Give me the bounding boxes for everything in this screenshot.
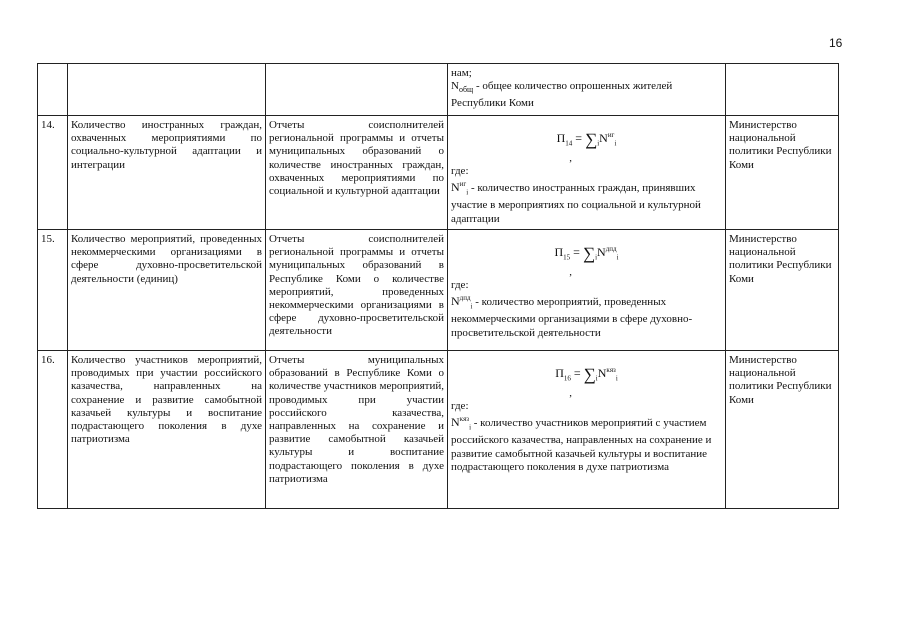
cell-source xyxy=(266,64,448,116)
table-row xyxy=(38,116,839,230)
cell-formula xyxy=(448,64,726,116)
formula-cell xyxy=(448,230,726,351)
formula-comma: , xyxy=(569,386,572,399)
cell-num xyxy=(38,64,68,116)
table-row-continuation xyxy=(38,64,839,116)
indicator-name: Количество иностранных граждан, охваченных мероприятиями по социально-культурной адаптации и интеграции xyxy=(68,116,266,230)
responsible-body: Министерство национальной политики Республики Коми xyxy=(726,351,839,509)
formula: $П_{16} = \sum_iN^{кяз}_i$ xyxy=(555,365,618,384)
row-number: 14. xyxy=(38,116,68,230)
continuation-definition: $N_{общ}$ - общее количество опрошенных жителей Республики Коми xyxy=(451,80,673,109)
data-source: Отчеты муниципальных образований в Республике Коми о количестве участников мероприятий, проводимых при участии российского казачества, направленных на сохранение и развитие самобытной казачьей культуры и воспитание подрастающего поколения в духе патриотизма xyxy=(266,351,448,509)
table-row xyxy=(38,351,839,509)
formula-cell xyxy=(448,116,726,230)
formula-comma: , xyxy=(569,151,572,164)
continuation-line: нам; xyxy=(451,67,472,79)
data-source: Отчеты соисполнителей региональной программы и отчеты муниципальных образований в Республике Коми о количестве мероприятий, проведенных некоммерческими организациями в сфере духовно-просветительской деятельности xyxy=(266,230,448,351)
formula-comma: , xyxy=(569,265,572,278)
page-number: 16 xyxy=(829,36,843,50)
responsible-body: Министерство национальной политики Республики Коми xyxy=(726,230,839,351)
responsible-body: Министерство национальной политики Республики Коми xyxy=(726,116,839,230)
formula: $П_{15} = \sum_iN^{дпд}_i$ xyxy=(554,244,619,263)
where-label: где: xyxy=(451,278,469,291)
indicator-name: Количество участников мероприятий, проводимых при участии российского казачества, направленных на сохранение и развитие самобытной казачьей культуры и воспитание подрастающего поколения в духе патриотизма xyxy=(68,351,266,509)
where-label: где: xyxy=(451,399,469,412)
formula: $П_{14} = \sum_iN^{иг}_i$ xyxy=(556,130,617,149)
indicator-name: Количество мероприятий, проведенных некоммерческими организациями в сфере духовно-просветительской деятельности (единиц) xyxy=(68,230,266,351)
formula-cell xyxy=(448,351,726,509)
variable-definition: $N^{иг}_i$ - количество иностранных граждан, принявших участие в мероприятиях по социальной и культурной адаптации xyxy=(451,179,701,225)
cell-responsible xyxy=(726,64,839,116)
cell-name xyxy=(68,64,266,116)
row-number: 15. xyxy=(38,230,68,351)
variable-definition: $N^{кяз}_i$ - количество участников мероприятий с участием российского казачества, направленных на сохранение и развитие самобытной казачьей культуры и воспитание подрастающего поколения в духе патриотизма xyxy=(451,414,712,473)
indicators-table xyxy=(37,63,839,509)
table-row xyxy=(38,230,839,351)
row-number: 16. xyxy=(38,351,68,509)
variable-definition: $N^{дпд}_i$ - количество мероприятий, проведенных некоммерческими организациями в сфере духовно-просветительской деятельности xyxy=(451,293,693,339)
data-source: Отчеты соисполнителей региональной программы и отчеты муниципальных образований о количестве иностранных граждан, охваченных мероприятиями по социальной и культурной адаптации xyxy=(266,116,448,230)
where-label: где: xyxy=(451,164,469,177)
